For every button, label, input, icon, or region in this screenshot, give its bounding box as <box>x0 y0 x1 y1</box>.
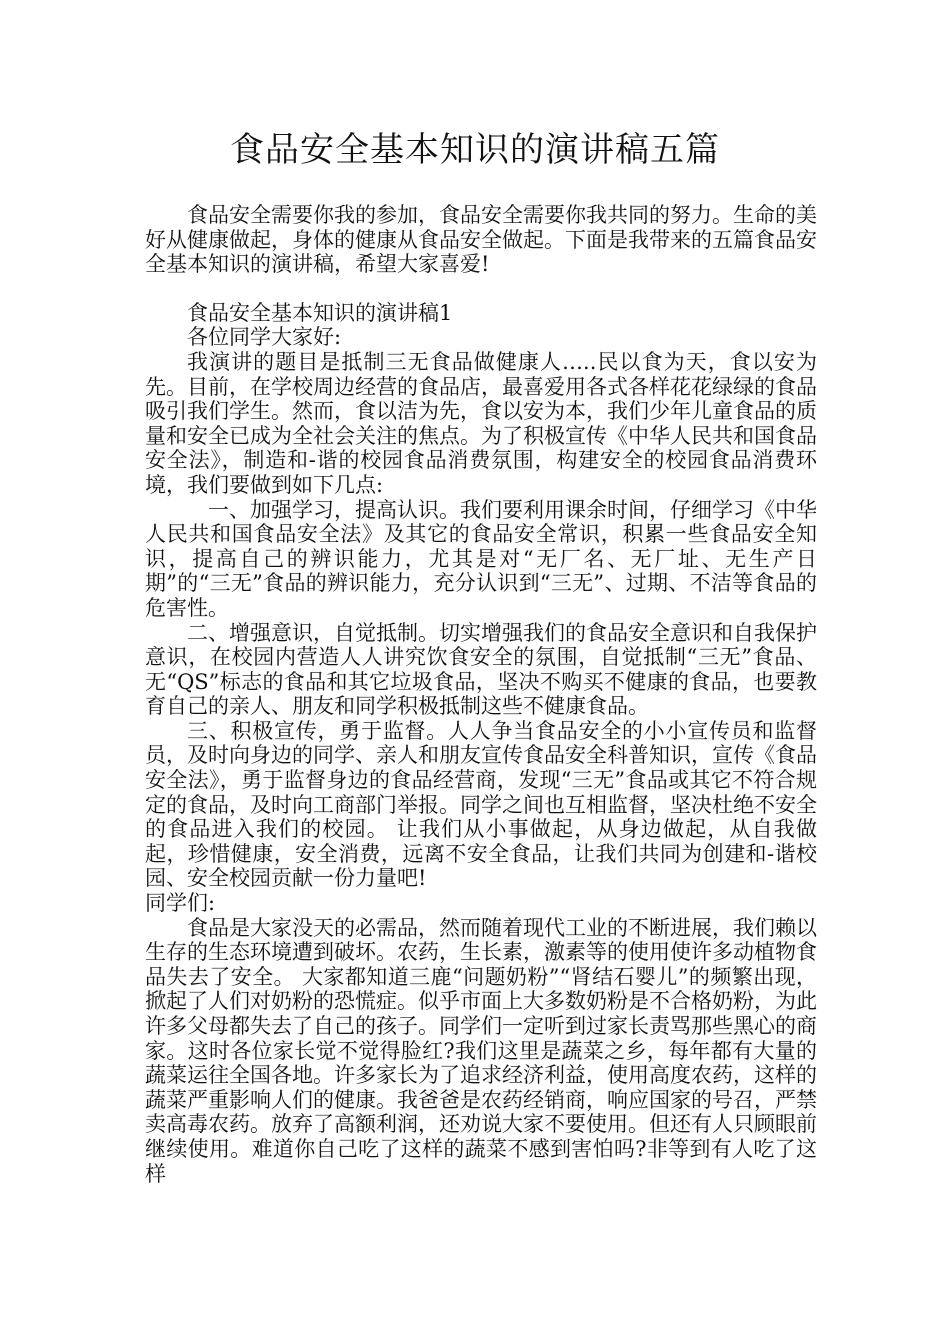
document-title: 食品安全基本知识的演讲稿五篇 <box>230 130 720 170</box>
body-paragraph: 我演讲的题目是抵制三无食品做健康人…..民以食为天，食以安为先。目前，在学校周边经营的食品店，最喜爱用各式各样花花绿绿的食品吸引我们学生。然而，食以洁为先，食以安为本，我们少年儿童食品的质量和安全已成为全社会关注的焦点。为了积极宣传《中华人民共和国食品安全法》，制造和-谐的校园食品消费氛围，构建安全的校园食品消费环境，我们要做到如下几点: <box>145 349 817 497</box>
greeting-paragraph: 同学们: <box>145 891 216 916</box>
point-paragraph: 二、增强意识，自觉抵制。切实增强我们的食品安全意识和自我保护意识，在校园内营造人人讲究饮食安全的氛围，自觉抵制“三无”食品、无“QS”标志的食品和其它垃圾食品，坚决不购买不健康的食品，也要教育自己的亲人、朋友和同学积极抵制这些不健康食品。 <box>145 620 817 719</box>
intro-paragraph: 食品安全需要你我的参加，食品安全需要你我共同的努力。生命的美好从健康做起，身体的健康从食品安全做起。下面是我带来的五篇食品安全基本知识的演讲稿，希望大家喜爱! <box>145 203 817 277</box>
body-paragraph: 食品是大家没天的必需品，然而随着现代工业的不断进展，我们赖以生存的生态环境遭到破坏。农药，生长素，激素等的使用使许多动植物食品失去了安全。 大家都知道三鹿“问题奶粉”“肾结石婴儿”的频繁出现，掀起了人们对奶粉的恐慌症。似乎市面上大多数奶粉是不合格奶粉，为此许多父母都失去了自己的孩子。同学们一定听到过家长责骂那些黑心的商家。这时各位家长觉不觉得脸红?我们这里是蔬菜之乡，每年都有大量的蔬菜运往全国各地。许多家长为了追求经济利益，使用高度农药，这样的蔬菜严重影响人们的健康。我爸爸是农药经销商，响应国家的号召，严禁卖高毒农药。放弃了高额利润，还劝说大家不要使用。但还有人只顾眼前继续使用。难道你自己吃了这样的蔬菜不感到害怕吗?非等到有人吃了这样 <box>145 915 817 1186</box>
document-body <box>145 203 817 1186</box>
point-paragraph: 一、加强学习，提高认识。我们要利用课余时间，仔细学习《中华人民共和国食品安全法》及其它的食品安全常识，积累一些食品安全知识，提高自己的辨识能力，尤其是对“无厂名、无厂址、无生产日期”的“三无”食品的辨识能力，充分认识到“三无”、过期、不洁等食品的危害性。 <box>145 497 817 620</box>
point-paragraph: 三、积极宣传，勇于监督。人人争当食品安全的小小宣传员和监督员，及时向身边的同学、亲人和朋友宣传食品安全科普知识，宣传《食品安全法》，勇于监督身边的食品经营商，发现“三无”食品或其它不符合规定的食品，及时向工商部门举报。同学之间也互相监督，坚决杜绝不安全的食品进入我们的校园。 让我们从小事做起，从身边做起，从自我做起，珍惜健康，安全消费，远离不安全食品，让我们共同为创建和-谐校园、安全校园贡献一份力量吧! <box>145 718 817 891</box>
greeting-paragraph: 各位同学大家好: <box>187 325 342 350</box>
section-heading: 食品安全基本知识的演讲稿1 <box>187 300 453 325</box>
